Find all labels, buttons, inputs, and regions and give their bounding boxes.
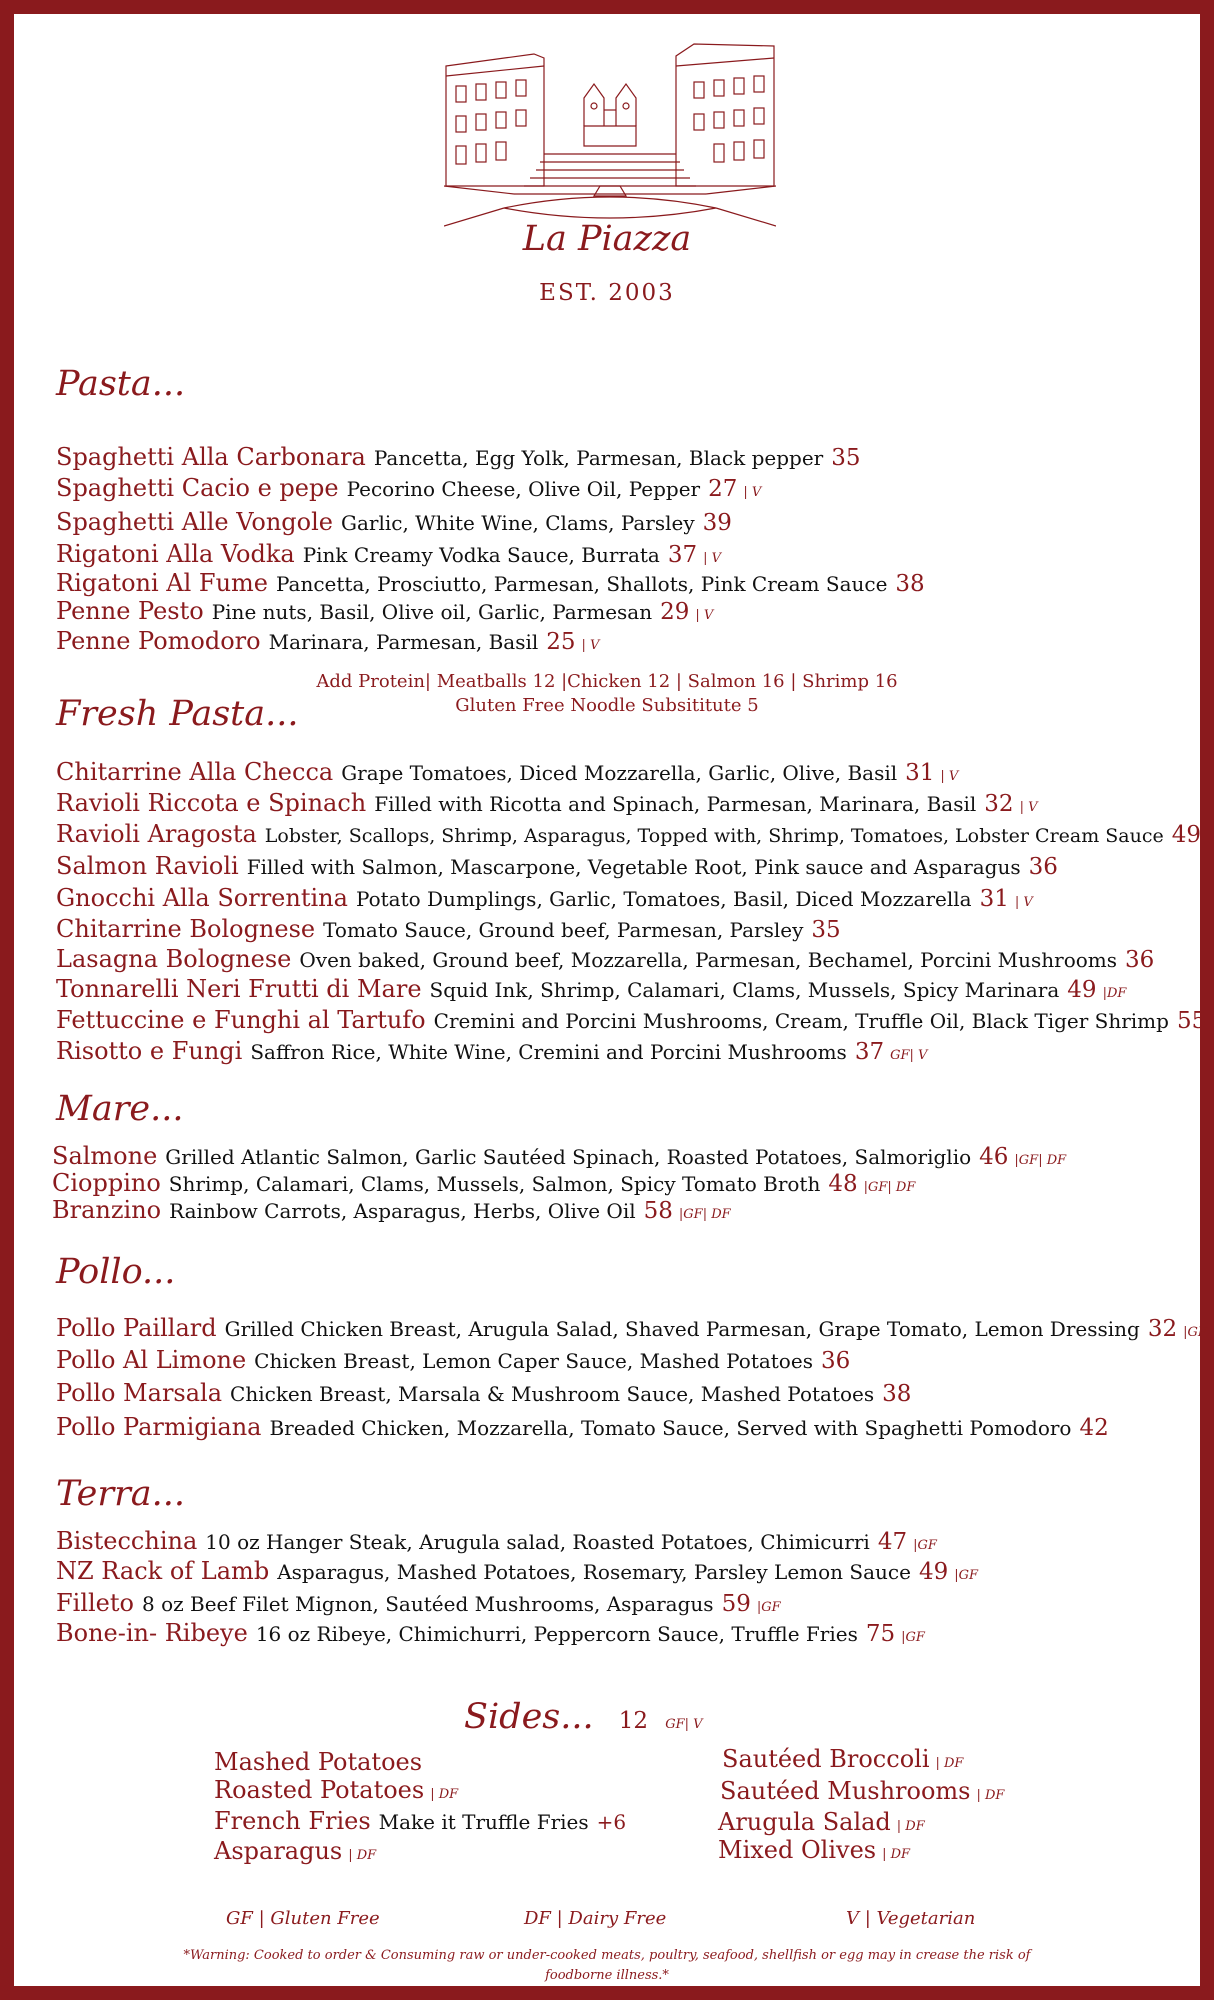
item-price: 29: [660, 599, 690, 625]
side-item: [214, 1750, 422, 1774]
item-description: Grilled Chicken Breast, Arugula Salad, Shaved Parmesan, Grape Tomato, Lemon Dressing: [224, 1317, 1140, 1341]
dietary-tag: |GF: [901, 1630, 925, 1645]
item-description: Filled with Salmon, Mascarpone, Vegetable Root, Pink sauce and Asparagus: [246, 855, 1021, 879]
item-price: 35: [831, 445, 861, 471]
item-name: Lasagna Bolognese: [56, 945, 292, 973]
side-item: [720, 1779, 1004, 1803]
dietary-tag: | DF: [976, 1788, 1005, 1803]
item-name: Cioppino: [52, 1169, 161, 1197]
menu-item: [56, 599, 713, 624]
dietary-tag: GF| V: [890, 1048, 928, 1063]
item-name: Chitarrine Alla Checca: [56, 758, 334, 786]
spanish-steps-illustration: [444, 36, 776, 231]
legend-dairy-free: DF | Dairy Free: [524, 1908, 667, 1929]
item-price: 49: [1171, 822, 1202, 848]
dietary-tag: | V: [1019, 800, 1038, 815]
item-price: 31: [979, 886, 1009, 912]
menu-item: [56, 917, 841, 942]
dietary-tag: |GF: [1183, 1325, 1207, 1340]
dietary-tag: |GF| DF: [678, 1207, 731, 1222]
legend-vegetarian: V | Vegetarian: [846, 1908, 976, 1929]
menu-item: [56, 1008, 1206, 1033]
item-name: Ravioli Riccota e Spinach: [56, 789, 367, 817]
item-description: Saffron Rice, White Wine, Cremini and Porcini Mushrooms: [250, 1040, 847, 1064]
gluten-free-noodle-line: Gluten Free Noodle Subsititute 5: [455, 695, 759, 716]
section-title-terra: Terra...: [56, 1474, 186, 1514]
item-description: Tomato Sauce, Ground beef, Parmesan, Parsley: [323, 918, 804, 942]
legend-gluten-free: GF | Gluten Free: [226, 1908, 380, 1929]
sides-tag: GF| V: [665, 1717, 703, 1732]
dietary-tag: | DF: [430, 1787, 459, 1802]
dietary-tag: |GF: [756, 1600, 781, 1615]
item-price: 36: [820, 1348, 851, 1374]
item-name: Ravioli Aragosta: [56, 820, 257, 848]
menu-item: [56, 571, 925, 596]
section-title-pasta: Pasta...: [56, 364, 186, 404]
side-item: [214, 1839, 376, 1863]
item-description: Pancetta, Prosciutto, Parmesan, Shallots, Pink Cream Sauce: [275, 572, 888, 596]
item-price: +6: [596, 1810, 627, 1834]
menu-item: [56, 1591, 781, 1616]
item-description: 10 oz Hanger Steak, Arugula salad, Roasted Potatoes, Chimicurri: [205, 1530, 870, 1554]
item-price: 49: [1067, 977, 1097, 1003]
item-price: 49: [918, 1559, 949, 1585]
item-name: Mashed Potatoes: [214, 1748, 423, 1776]
item-name: Salmon Ravioli: [56, 852, 239, 880]
item-name: Rigatoni Al Fume: [56, 569, 268, 597]
food-safety-warning: *Warning: Cooked to order & Consuming raw or under-cooked meats, poultry, seafood, shellfish or egg may in crease the risk of foodborne illness.*: [183, 1948, 1031, 1983]
dietary-tag: |GF: [913, 1538, 937, 1553]
item-name: French Fries: [214, 1807, 371, 1835]
item-description: 16 oz Ribeye, Chimichurri, Peppercorn Sauce, Truffle Fries: [255, 1622, 858, 1646]
item-price: 39: [702, 510, 732, 536]
item-description: Grilled Atlantic Salmon, Garlic Sautéed Spinach, Roasted Potatoes, Salmoriglio: [165, 1145, 972, 1169]
menu-item: [56, 1529, 937, 1554]
item-name: NZ Rack of Lamb: [56, 1557, 270, 1585]
item-description: Garlic, White Wine, Clams, Parsley: [340, 511, 695, 535]
item-description: Pine nuts, Basil, Olive oil, Garlic, Parmesan: [211, 600, 653, 624]
item-price: 32: [1147, 1316, 1178, 1342]
item-price: 75: [865, 1621, 896, 1647]
side-item: [214, 1809, 626, 1833]
menu-item: [56, 947, 1154, 972]
menu-item: [56, 445, 861, 470]
item-price: 25: [546, 629, 576, 655]
item-description: Asparagus, Mashed Potatoes, Rosemary, Parsley Lemon Sauce: [277, 1560, 911, 1584]
item-name: Pollo Al Limone: [56, 1346, 247, 1374]
item-name: Chitarrine Bolognese: [56, 915, 316, 943]
section-title-mare: Mare...: [56, 1089, 184, 1129]
item-description: Grape Tomatoes, Diced Mozzarella, Garlic, Olive, Basil: [341, 761, 898, 785]
dietary-tag: | DF: [882, 1847, 911, 1862]
item-price: 35: [811, 917, 841, 943]
section-title-sides: [464, 1697, 703, 1737]
item-name: Pollo Parmigiana: [56, 1413, 262, 1441]
dietary-tag: |DF: [1102, 986, 1127, 1001]
item-description: Pecorino Cheese, Olive Oil, Pepper: [346, 477, 701, 501]
item-price: 38: [882, 1381, 912, 1407]
menu-item: [56, 1348, 850, 1373]
item-description: Potato Dumplings, Garlic, Tomatoes, Basil, Diced Mozzarella: [355, 887, 972, 911]
item-name: Fettuccine e Funghi al Tartufo: [56, 1006, 426, 1034]
item-price: 37: [667, 542, 698, 568]
menu-item: [56, 977, 1126, 1002]
item-description: Shrimp, Calamari, Clams, Mussels, Salmon, Spicy Tomato Broth: [168, 1172, 821, 1196]
item-name: Sautéed Broccoli: [722, 1745, 930, 1773]
menu-item: [56, 629, 599, 654]
item-price: 37: [854, 1039, 885, 1065]
item-price: 32: [984, 791, 1014, 817]
dietary-tag: |GF: [954, 1568, 979, 1583]
menu-item: [56, 510, 732, 535]
item-name: Pollo Marsala: [56, 1379, 223, 1407]
item-description: Pancetta, Egg Yolk, Parmesan, Black pepper: [373, 446, 824, 470]
menu-item: [56, 542, 721, 567]
menu-item: [52, 1144, 1066, 1169]
item-name: Mixed Olives: [718, 1836, 877, 1864]
item-description: Pink Creamy Vodka Sauce, Burrata: [302, 543, 660, 567]
side-item: [718, 1810, 925, 1834]
item-name: Tonnarelli Neri Frutti di Mare: [56, 975, 422, 1003]
menu-item: [56, 1316, 1207, 1341]
menu-item: [52, 1198, 731, 1223]
dietary-tag: |GF| DF: [863, 1180, 916, 1195]
dietary-tag: |GF| DF: [1014, 1153, 1067, 1168]
item-name: Asparagus: [214, 1837, 343, 1865]
item-description: Make it Truffle Fries: [378, 1810, 589, 1834]
sides-title: Sides...: [464, 1697, 594, 1737]
item-price: 36: [1125, 947, 1155, 973]
item-price: 38: [895, 571, 925, 597]
item-name: Spaghetti Alla Carbonara: [56, 443, 366, 471]
item-price: 59: [721, 1591, 751, 1617]
dietary-tag: | DF: [935, 1756, 964, 1771]
side-item: [718, 1838, 910, 1862]
item-price: 55: [1176, 1008, 1207, 1034]
menu-item: [56, 854, 1058, 879]
sides-price: 12: [618, 1708, 649, 1734]
item-name: Spaghetti Alle Vongole: [56, 508, 333, 536]
item-description: Filled with Ricotta and Spinach, Parmesan, Marinara, Basil: [374, 792, 977, 816]
item-name: Penne Pesto: [56, 597, 204, 625]
item-name: Rigatoni Alla Vodka: [56, 540, 295, 568]
menu-item: [56, 1039, 927, 1064]
dietary-tag: | V: [940, 769, 959, 784]
item-description: Lobster, Scallops, Shrimp, Asparagus, Topped with, Shrimp, Tomatoes, Lobster Cream Sauce: [264, 825, 1164, 847]
item-price: 36: [1028, 854, 1058, 880]
section-title-pollo: Pollo...: [56, 1252, 176, 1292]
item-name: Spaghetti Cacio e pepe: [56, 474, 339, 502]
menu-item: [56, 1381, 911, 1406]
item-name: Bone-in- Ribeye: [56, 1619, 248, 1647]
item-name: Penne Pomodoro: [56, 627, 261, 655]
item-description: Rainbow Carrots, Asparagus, Herbs, Olive Oil: [169, 1199, 636, 1223]
menu-item: [56, 476, 761, 501]
section-title-fresh-pasta: Fresh Pasta...: [56, 694, 299, 734]
item-name: Salmone: [52, 1142, 158, 1170]
item-name: Branzino: [52, 1196, 162, 1224]
menu-item: [56, 1415, 1109, 1440]
side-item: [722, 1747, 963, 1771]
item-description: Chicken Breast, Lemon Caper Sauce, Mashed Potatoes: [254, 1349, 813, 1373]
item-price: 47: [877, 1529, 908, 1555]
menu-item: [56, 886, 1033, 911]
menu-item: [56, 1621, 925, 1646]
established-year: EST. 2003: [539, 280, 675, 306]
item-description: Chicken Breast, Marsala & Mushroom Sauce, Mashed Potatoes: [230, 1382, 875, 1406]
menu-page: [14, 14, 1207, 1986]
dietary-tag: | DF: [896, 1819, 925, 1834]
item-description: Breaded Chicken, Mozzarella, Tomato Sauce, Served with Spaghetti Pomodoro: [269, 1416, 1072, 1440]
item-name: Arugula Salad: [718, 1808, 891, 1836]
item-description: Cremini and Porcini Mushrooms, Cream, Truffle Oil, Black Tiger Shrimp: [433, 1009, 1169, 1033]
menu-item: [56, 822, 1201, 847]
item-name: Pollo Paillard: [56, 1314, 217, 1342]
item-description: Squid Ink, Shrimp, Calamari, Clams, Mussels, Spicy Marinara: [429, 978, 1060, 1002]
menu-item: [56, 760, 958, 785]
item-name: Bistecchina: [56, 1527, 198, 1555]
item-price: 31: [905, 760, 935, 786]
item-price: 46: [979, 1144, 1009, 1170]
item-description: Oven baked, Ground beef, Mozzarella, Parmesan, Bechamel, Porcini Mushrooms: [299, 948, 1118, 972]
add-protein-line: Add Protein| Meatballs 12 |Chicken 12 | Salmon 16 | Shrimp 16: [316, 671, 898, 692]
item-name: Filleto: [56, 1589, 134, 1617]
restaurant-name: La Piazza: [522, 219, 692, 259]
dietary-tag: | V: [1014, 895, 1033, 910]
item-description: Marinara, Parmesan, Basil: [268, 630, 539, 654]
item-description: 8 oz Beef Filet Mignon, Sautéed Mushrooms, Asparagus: [141, 1592, 714, 1616]
item-price: 48: [828, 1171, 858, 1197]
menu-item: [56, 791, 1037, 816]
item-name: Gnocchi Alla Sorrentina: [56, 884, 348, 912]
dietary-tag: | DF: [348, 1848, 377, 1863]
dietary-tag: | V: [695, 608, 714, 623]
item-name: Sautéed Mushrooms: [720, 1777, 971, 1805]
side-item: [214, 1778, 458, 1802]
item-name: Roasted Potatoes: [214, 1776, 425, 1804]
dietary-tag: | V: [581, 638, 600, 653]
item-price: 27: [708, 476, 738, 502]
menu-item: [56, 1559, 978, 1584]
item-name: Risotto e Fungi: [56, 1037, 243, 1065]
item-price: 42: [1079, 1415, 1109, 1441]
dietary-tag: | V: [703, 551, 722, 566]
menu-item: [52, 1171, 915, 1196]
item-price: 58: [643, 1198, 673, 1224]
dietary-tag: | V: [743, 485, 762, 500]
